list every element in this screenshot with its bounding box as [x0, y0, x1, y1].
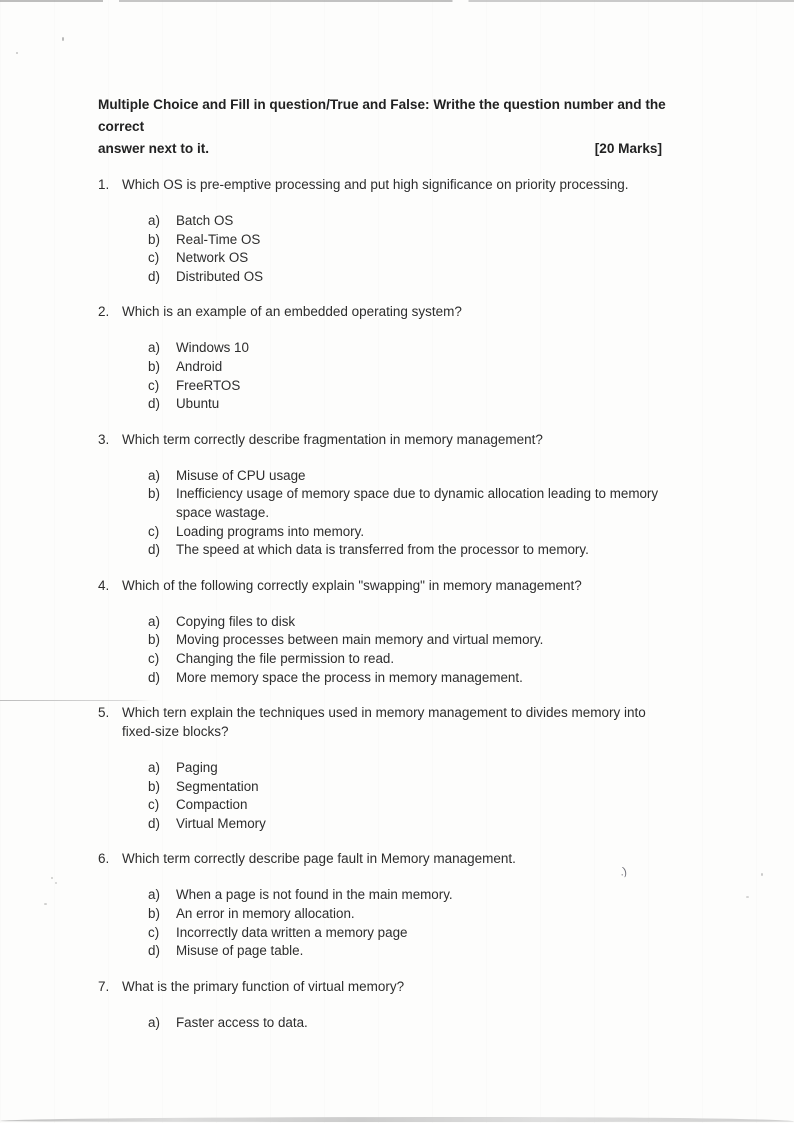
option-row [148, 268, 698, 287]
option-text: Segmentation [176, 778, 259, 794]
question-row [98, 302, 698, 321]
question-number: 5. [98, 705, 110, 721]
option-text: Android [176, 358, 223, 374]
option-row [148, 886, 698, 905]
question-number: 6. [98, 851, 110, 867]
scan-top-edge-artifact [0, 0, 794, 2]
option-letter: b) [148, 358, 160, 374]
option-letter: b) [148, 778, 160, 794]
option-text: Virtual Memory [176, 815, 266, 831]
scan-speckle [55, 882, 57, 884]
scan-speckle [51, 877, 53, 879]
question-number: 7. [98, 978, 110, 994]
options-list [148, 467, 698, 560]
options-list [148, 1014, 698, 1033]
option-row [148, 339, 698, 358]
option-text: Moving processes between main memory and virtual memory. [176, 632, 544, 648]
instructions-line2: answer next to it. [98, 141, 210, 156]
option-letter: a) [148, 1014, 160, 1030]
option-row [148, 467, 698, 486]
question-row [98, 175, 698, 194]
question-row [98, 703, 698, 741]
option-text: Paging [176, 760, 218, 776]
option-text: Ubuntu [176, 396, 220, 412]
question-block [98, 849, 698, 960]
option-text: Copying files to disk [176, 613, 296, 629]
option-letter: b) [148, 632, 160, 648]
option-row [148, 905, 698, 924]
option-row [148, 613, 698, 632]
option-text: Incorrectly data written a memory page [176, 924, 408, 940]
question-block [98, 703, 698, 833]
instructions-header [98, 94, 698, 160]
option-row [148, 523, 698, 542]
scan-speckle [62, 37, 64, 41]
option-text: Network OS [176, 250, 249, 266]
option-letter: b) [148, 486, 160, 502]
option-letter: b) [148, 906, 160, 922]
option-letter: c) [148, 250, 160, 266]
option-letter: a) [148, 887, 160, 903]
option-row [148, 249, 698, 268]
option-letter: c) [148, 650, 160, 666]
option-text: Changing the file permission to read. [176, 650, 395, 666]
option-letter: c) [148, 924, 160, 940]
scan-speckle [16, 52, 18, 54]
option-row [148, 485, 698, 522]
option-text: Inefficiency usage of memory space due to dynamic allocation leading to memory space wastage. [176, 486, 659, 520]
option-letter: b) [148, 231, 160, 247]
question-text: Which is an example of an embedded operating system? [122, 304, 462, 320]
scan-speckle [44, 903, 47, 905]
scan-bottom-edge-artifact [0, 1117, 794, 1122]
question-text: Which OS is pre-emptive processing and put high significance on priority processing. [122, 177, 629, 192]
question-block [98, 430, 698, 560]
option-row [148, 796, 698, 815]
question-text: Which term correctly describe fragmentation in memory management? [122, 431, 543, 447]
options-list [148, 886, 698, 960]
pen-mark-artifact: .) [618, 865, 629, 879]
option-row [148, 778, 698, 797]
option-text: Loading programs into memory. [176, 523, 365, 539]
exam-content [98, 94, 698, 1048]
option-row [148, 924, 698, 943]
option-text: Misuse of page table. [176, 943, 304, 959]
options-list [148, 339, 698, 413]
options-list [148, 759, 698, 833]
instructions-line2-row [98, 138, 698, 160]
question-text: Which term correctly describe page fault in Memory management. [122, 851, 516, 867]
option-row [148, 1014, 698, 1033]
option-text: More memory space the process in memory management. [176, 669, 523, 685]
option-letter: d) [148, 669, 160, 685]
option-row [148, 231, 698, 250]
scan-speckle [761, 873, 763, 876]
option-row [148, 395, 698, 414]
option-row [148, 942, 698, 961]
option-row [148, 358, 698, 377]
option-letter: a) [148, 613, 160, 629]
option-row [148, 759, 698, 778]
options-list [148, 613, 698, 687]
option-text: Windows 10 [176, 340, 249, 356]
question-block [98, 977, 698, 1033]
option-letter: c) [148, 797, 160, 813]
option-letter: a) [148, 760, 160, 776]
option-letter: c) [148, 523, 160, 539]
option-letter: a) [148, 213, 160, 228]
options-list [148, 212, 698, 286]
question-row [98, 977, 698, 996]
question-text: What is the primary function of virtual memory? [122, 978, 405, 994]
option-text: FreeRTOS [176, 377, 241, 393]
question-number: 1. [98, 177, 110, 192]
option-letter: a) [148, 340, 160, 356]
option-text: Batch OS [176, 213, 234, 228]
question-list [98, 175, 698, 1032]
option-letter: c) [148, 377, 160, 393]
option-row [148, 669, 698, 688]
option-letter: d) [148, 542, 160, 558]
option-row [148, 541, 698, 560]
option-text: Faster access to data. [176, 1014, 308, 1030]
question-row [98, 576, 698, 595]
question-number: 2. [98, 304, 110, 320]
question-text: Which of the following correctly explain "swapping" in memory management? [122, 577, 582, 593]
option-letter: d) [148, 396, 160, 412]
option-text: The speed at which data is transferred from the processor to memory. [176, 542, 589, 558]
question-row [98, 430, 698, 449]
question-block [98, 576, 698, 687]
question-text: Which tern explain the techniques used in memory management to divides memory into fixed-size blocks? [122, 705, 646, 740]
option-text: When a page is not found in the main memory. [176, 887, 453, 903]
scan-speckle [746, 896, 749, 898]
question-block [98, 302, 698, 413]
option-row [148, 212, 698, 231]
option-row [148, 815, 698, 834]
option-row [148, 377, 698, 396]
option-text: Misuse of CPU usage [176, 467, 306, 483]
option-text: An error in memory allocation. [176, 906, 355, 922]
option-text: Distributed OS [176, 268, 264, 284]
option-row [148, 650, 698, 669]
option-letter: d) [148, 815, 160, 831]
option-letter: d) [148, 943, 160, 959]
question-number: 3. [98, 431, 110, 447]
option-text: Compaction [176, 797, 248, 813]
option-row [148, 631, 698, 650]
option-letter: d) [148, 268, 160, 284]
instructions-line1: Multiple Choice and Fill in question/True and False: Writhe the question number and the correct [98, 97, 666, 134]
option-text: Real-Time OS [176, 231, 261, 247]
question-block [98, 175, 698, 286]
question-row [98, 849, 698, 868]
question-number: 4. [98, 577, 110, 593]
scan-fold-line-artifact [0, 700, 152, 701]
marks-label: [20 Marks] [594, 141, 662, 156]
option-letter: a) [148, 467, 160, 483]
